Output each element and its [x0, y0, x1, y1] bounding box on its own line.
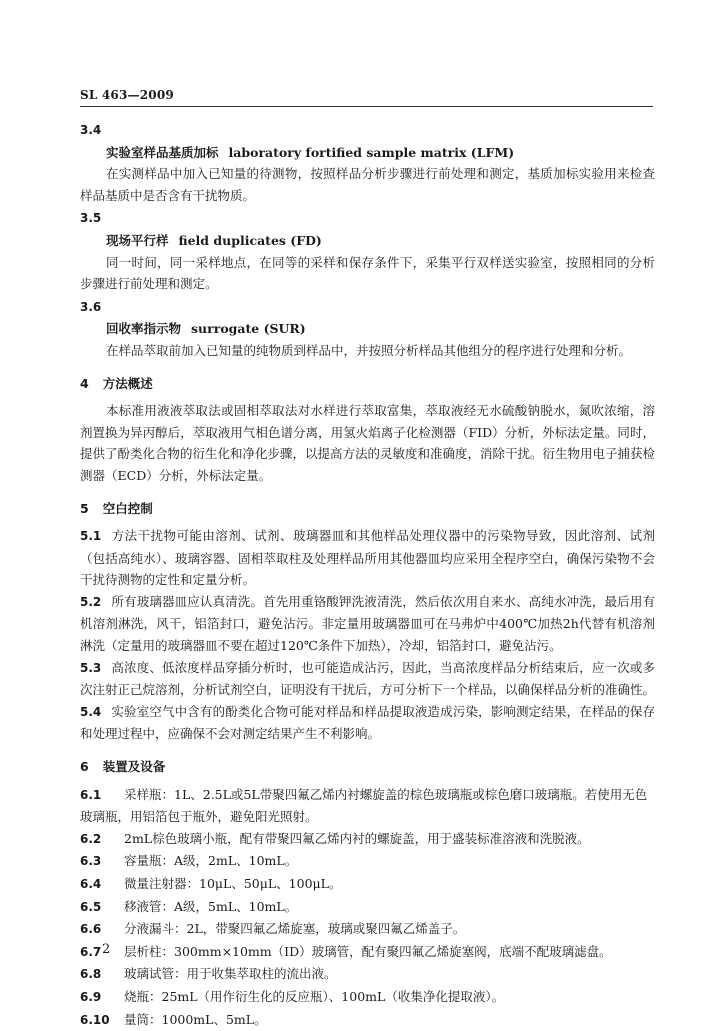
clause	[80, 657, 655, 701]
term-chinese: 回收率指示物	[106, 321, 182, 337]
item-number: 6.1	[80, 787, 102, 802]
section-number: 4	[80, 375, 89, 391]
section-title: 装置及设备	[102, 759, 166, 775]
term-number: 3.5	[80, 211, 102, 226]
clause-number: 5.3	[80, 660, 102, 675]
item-text: 烧瓶：25mL（用作衍生化的反应瓶）、100mL（收集净化提取液）。	[124, 988, 505, 1004]
term-english: surrogate (SUR)	[191, 321, 306, 337]
item-number: 6.4	[80, 877, 102, 891]
term-heading	[80, 230, 655, 252]
equipment-item	[80, 941, 655, 964]
term-definition: 同一时间，同一采样地点，在同等的采样和保存条件下，采集平行双样送实验室，按照相同的分析步骤进行前处理和测定。	[80, 254, 655, 292]
item-text: 玻璃试管：用于收集萃取柱的流出液。	[124, 966, 337, 982]
section-paragraph: 本标准用液液萃取法或固相萃取法对水样进行萃取富集，萃取液经无水硫酸钠脱水，氮吹浓缩，溶剂置换为异丙醇后，萃取液用气相色谱分离，用氢火焰离子化检测器（FID）分析，外标法定量。同时，提供了酚类化合物的衍生化和净化步骤，以提高方法的灵敏度和准确度，消除干扰。衍生物用电子捕获检测器（ECD）分析，外标法定量。	[80, 403, 656, 483]
section-title: 方法概述	[102, 375, 153, 391]
term-chinese: 现场平行样	[106, 232, 169, 248]
header-divider	[80, 106, 653, 107]
item-text: 分液漏斗：2L，带聚四氟乙烯旋塞，玻璃或聚四氟乙烯盖子。	[124, 921, 466, 937]
item-number: 6.10	[80, 1012, 110, 1027]
section-title: 空白控制	[102, 500, 153, 516]
term-number: 3.6	[80, 299, 102, 314]
equipment-item	[80, 1009, 655, 1031]
standard-code-header: SL 463—2009	[80, 88, 174, 102]
item-number: 6.8	[80, 967, 102, 982]
page-number: 2	[102, 942, 111, 957]
item-number: 6.6	[80, 922, 102, 937]
equipment-item	[80, 784, 655, 828]
term-number: 3.4	[80, 123, 102, 137]
section-heading	[80, 498, 655, 520]
section-number: 5	[80, 500, 89, 516]
clause-text: 实验室空气中含有的酚类化合物可能对样品和样品提取液造成污染，影响测定结果，在样品的保存和处理过程中，应确保不会对测定结果产生不利影响。	[80, 703, 655, 742]
clause	[80, 591, 655, 657]
clause-number: 5.2	[80, 594, 102, 609]
equipment-item	[80, 963, 655, 986]
item-text: 移液管：A级，5mL、10mL。	[124, 898, 298, 914]
equipment-item	[80, 850, 655, 873]
clause-text: 高浓度、低浓度样品穿插分析时，也可能造成沾污，因此，当高浓度样品分析结束后，应一次或多次注射正己烷溶剂，分析试剂空白，证明没有干扰后，方可分析下一个样品，以确保样品分析的准确性。	[80, 659, 656, 698]
equipment-item	[80, 918, 655, 941]
equipment-item	[80, 828, 655, 851]
term-heading	[80, 318, 655, 340]
item-number: 6.7	[80, 944, 102, 959]
term-english: laboratory fortified sample matrix (LFM)	[228, 144, 515, 160]
equipment-item	[80, 986, 655, 1009]
document-body	[80, 118, 655, 1031]
section-number: 6	[80, 759, 89, 775]
clause	[80, 701, 655, 745]
term-definition: 在样品萃取前加入已知量的纯物质到样品中，并按照分析样品其他组分的程序进行处理和分析。	[106, 342, 632, 358]
item-text: 2mL棕色玻璃小瓶，配有带聚四氟乙烯内衬的螺旋盖，用于盛装标准溶液和洗脱液。	[124, 830, 590, 846]
equipment-item	[80, 873, 655, 896]
item-number: 6.5	[80, 899, 102, 914]
item-number: 6.3	[80, 854, 102, 869]
clause	[80, 525, 655, 591]
clause-text: 方法干扰物可能由溶剂、试剂、玻璃器皿和其他样品处理仪器中的污染物导致，因此溶剂、试剂（包括高纯水）、玻璃容器、固相萃取柱及处理样品所用其他器皿均应采用全程序空白，确保污染物不会干扰待测物的定性和定量分析。	[80, 528, 655, 588]
clause-number: 5.1	[80, 529, 102, 544]
item-text: 量筒：1000mL、5mL。	[124, 1011, 267, 1027]
section-heading	[80, 756, 655, 778]
equipment-item	[80, 896, 655, 919]
section-heading	[80, 373, 655, 395]
item-text: 采样瓶：1L、2.5L或5L带聚四氟乙烯内衬螺旋盖的棕色玻璃瓶或棕色磨口玻璃瓶。若使用无色玻璃瓶，用铝箔包于瓶外，避免阳光照射。	[80, 786, 648, 825]
item-number: 6.2	[80, 831, 102, 846]
term-heading	[80, 142, 655, 164]
item-text: 微量注射器：10μL、50μL、100μL。	[124, 876, 342, 891]
item-number: 6.9	[80, 989, 102, 1004]
term-definition: 在实测样品中加入已知量的待测物，按照样品分析步骤进行前处理和测定，基质加标实验用来检查样品基质中是否含有干扰物质。	[80, 166, 655, 203]
term-english: field duplicates (FD)	[178, 232, 322, 248]
item-text: 层析柱：300mm×10mm（ID）玻璃管，配有聚四氟乙烯旋塞阀，底端不配玻璃滤盘。	[124, 943, 612, 959]
item-text: 容量瓶：A级，2mL、10mL。	[124, 853, 298, 869]
term-chinese: 实验室样品基质加标	[106, 144, 219, 160]
clause-number: 5.4	[80, 704, 102, 719]
clause-text: 所有玻璃器皿应认真清洗。首先用重铬酸钾洗液清洗，然后依次用自来水、高纯水冲洗，最后用有机溶剂淋洗，风干，铝箔封口，避免沾污。非定量用玻璃器皿可在马弗炉中400℃加热2h代替有机溶剂淋洗（定量用的玻璃器皿不要在超过120℃条件下加热），冷却，铝箔封口，避免沾污。	[80, 593, 655, 654]
